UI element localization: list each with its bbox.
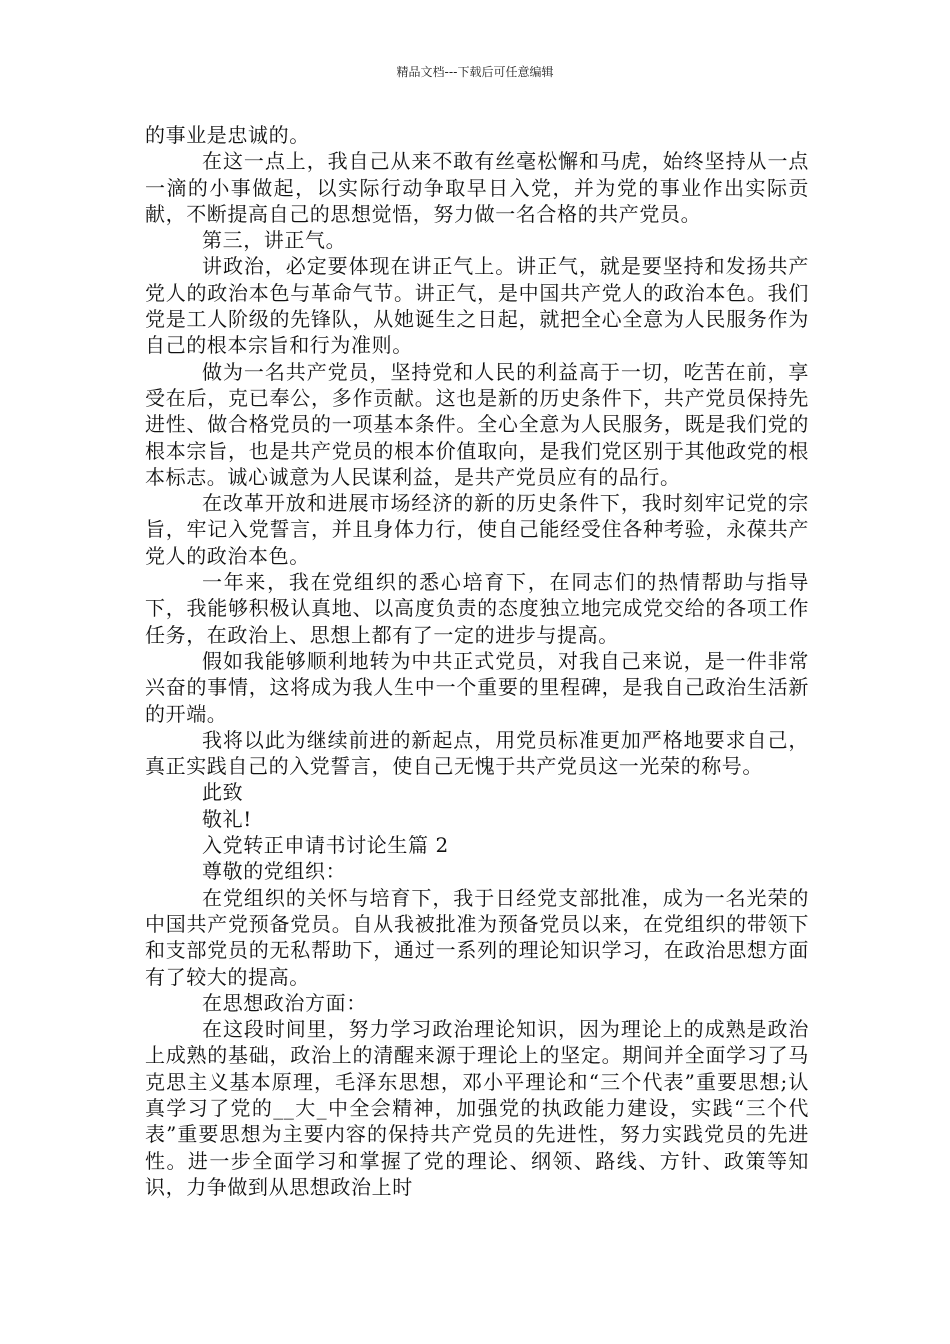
paragraph: 在改革开放和进展市场经济的新的历史条件下，我时刻牢记党的宗旨，牢记入党誓言，并且身体力行，使自己能经受住各种考验，永葆共产党人的政治本色。 — [145, 491, 809, 568]
document-body — [145, 122, 809, 1200]
paragraph: 假如我能够顺利地转为中共正式党员，对我自己来说，是一件非常兴奋的事情，这将成为我人生中一个重要的里程碑，是我自己政治生活新的开端。 — [145, 648, 809, 726]
paragraph: 在这一点上，我自己从来不敢有丝毫松懈和马虎，始终坚持从一点一滴的小事做起，以实际行动争取早日入党，并为党的事业作出实际贡献，不断提高自己的思想觉悟，努力做一名合格的共产党员。 — [145, 149, 809, 226]
paragraph: 在这段时间里，努力学习政治理论知识，因为理论上的成熟是政治上成熟的基础，政治上的清醒来源于理论上的坚定。期间并全面学习了马克思主义基本原理，毛泽东思想，邓小平理论和“三个代表”重要思想;认真学习了党的__大_中全会精神，加强党的执政能力建设，实践“三个代表”重要思想为主要内容的保持共产党员的先进性，努力实践党员的先进性。进一步全面学习和掌握了党的理论、纲领、路线、方针、政策等知识，力争做到从思想政治上时 — [145, 1017, 809, 1199]
paragraph: 在党组织的关怀与培育下，我于日经党支部批准，成为一名光荣的中国共产党预备党员。自从我被批准为预备党员以来，在党组织的带领下和支部党员的无私帮助下，通过一系列的理论知识学习，在政治思想方面有了较大的提高。 — [145, 885, 809, 989]
paragraph: 一年来，我在党组织的悉心培育下，在同志们的热情帮助与指导下，我能够积极认真地、以高度负责的态度独立地完成党交给的各项工作任务，在政治上、思想上都有了一定的进步与提高。 — [145, 570, 809, 647]
closing-greeting: 敬礼! — [202, 806, 252, 831]
paragraph: 的事业是忠诚的。 — [145, 123, 310, 147]
paragraph: 我将以此为继续前进的新起点，用党员标准更加严格地要求自己，真正实践自己的入党誓言，使自己无愧于共产党员这一光荣的称号。 — [145, 727, 809, 779]
page-header: 精品文档---下载后可任意编辑 — [396, 65, 554, 79]
paragraph: 做为一名共产党员，坚持党和人民的利益高于一切，吃苦在前，享受在后，克已奉公，多作贡献。这也是新的历史条件下，共产党员保持先进性、做合格党员的一项基本条件。全心全意为人民服务，既是我们党的根本宗旨，也是共产党员的根本价值取向，是我们党区别于其他政党的根本标志。诚心诚意为人民谋利益，是共产党员应有的品行。 — [145, 359, 809, 489]
section-heading: 在思想政治方面： — [202, 990, 367, 1015]
article-title: 入党转正申请书讨论生篇 2 — [202, 833, 449, 858]
paragraph: 讲政治，必定要体现在讲正气上。讲正气，就是要坚持和发扬共产党人的政治本色与革命气节。讲正气，是中国共产党人的政治本色。我们党是工人阶级的先锋队，从她诞生之日起，就把全心全意为人民服务作为自己的根本宗旨和行为准则。 — [145, 254, 809, 358]
closing-salutation: 此致 — [202, 780, 244, 805]
section-heading: 第三，讲正气。 — [202, 228, 347, 253]
salutation: 尊敬的党组织： — [202, 859, 347, 884]
